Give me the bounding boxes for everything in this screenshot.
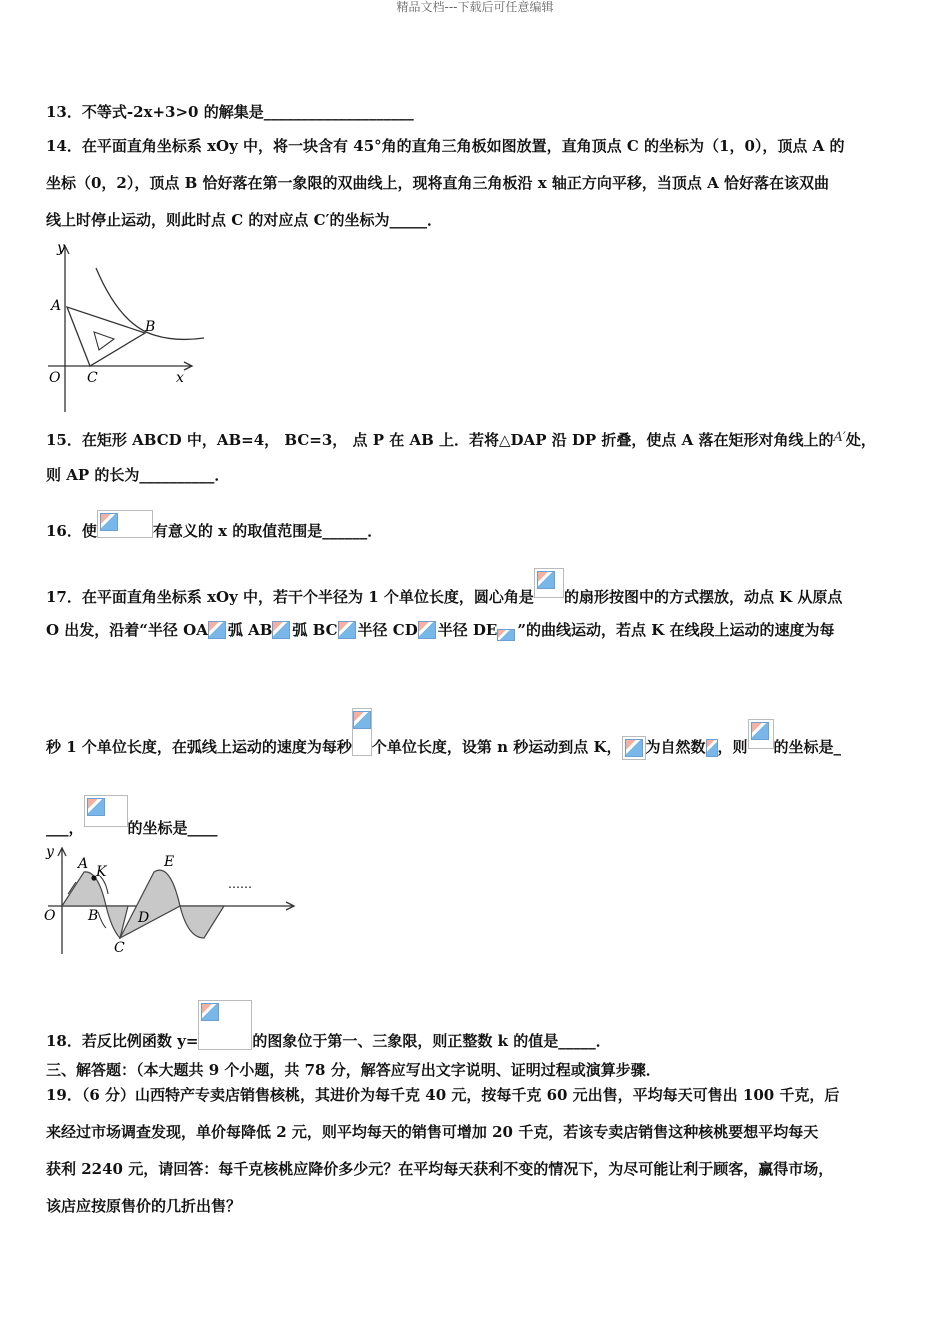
formula-image-icon bbox=[272, 621, 292, 641]
q14-label-b: B bbox=[145, 319, 156, 335]
q14-label-c: C bbox=[87, 370, 98, 386]
formula-image-icon bbox=[208, 621, 228, 641]
a-prime-symbol: A′ bbox=[833, 430, 846, 445]
formula-image-icon bbox=[534, 568, 564, 598]
formula-image-icon bbox=[338, 621, 358, 641]
question-14-line-1: 14．在平面直角坐标系 xOy 中，将一块含有 45°角的直角三角板如图放置，直角顶点 C 的坐标为（1，0），顶点 A 的 bbox=[46, 137, 845, 155]
formula-image-icon bbox=[497, 629, 517, 641]
question-17-line-4: ___， 的坐标是____ bbox=[46, 795, 218, 838]
question-18: 18．若反比例函数 y= 的图象位于第一、三象限，则正整数 k 的值是_____． bbox=[46, 1000, 611, 1051]
q17-figure bbox=[42, 842, 302, 957]
q14-label-a: A bbox=[51, 298, 62, 314]
q14-label-x: x bbox=[176, 370, 184, 386]
q14-figure bbox=[44, 240, 219, 415]
formula-image-icon bbox=[198, 1000, 252, 1050]
q17-label-e: E bbox=[164, 854, 175, 870]
question-17-line-3: 秒 1 个单位长度，在弧线上运动的速度为每秒 个单位长度，设第 n 秒运动到点 K， 为自然数 ，则 的坐标是_ bbox=[46, 708, 841, 760]
q14-inner-triangle bbox=[94, 332, 114, 350]
section-3-heading: 三、解答题：（本大题共 9 个小题，共 78 分，解答应写出文字说明、证明过程或演算步骤． bbox=[46, 1061, 661, 1079]
page-header: 精品文档---下载后可任意编辑 bbox=[396, 0, 554, 14]
q17-label-y: y bbox=[46, 844, 54, 860]
formula-image-icon bbox=[622, 736, 646, 760]
question-19-line-4: 该店应按原售价的几折出售？ bbox=[46, 1197, 242, 1215]
question-17-line-1: 17．在平面直角坐标系 xOy 中，若干个半径为 1 个单位长度，圆心角是 的扇形按图中的方式摆放，动点 K 从原点 bbox=[46, 568, 842, 607]
q17-sector-3 bbox=[120, 870, 180, 938]
q17-label-b: B bbox=[88, 908, 99, 924]
q14-label-o: O bbox=[49, 370, 61, 386]
q17-label-d: D bbox=[138, 910, 150, 926]
question-14-line-2: 坐标（0，2），顶点 B 恰好落在第一象限的双曲线上，现将直角三角板沿 x 轴正方向平移，当顶点 A 恰好落在该双曲 bbox=[46, 174, 829, 192]
question-19-line-1: 19．（6 分）山西特产专卖店销售核桃，其进价为每千克 40 元，按每千克 60 元出售，平均每天可售出 100 千克，后 bbox=[46, 1086, 840, 1104]
formula-image-icon bbox=[352, 708, 372, 756]
q17-label-dots: …… bbox=[228, 877, 252, 891]
q17-sector-4 bbox=[180, 906, 224, 938]
formula-image-icon bbox=[748, 719, 774, 749]
formula-image-icon bbox=[84, 795, 128, 827]
q17-motion-arrow-3 bbox=[98, 912, 106, 928]
question-17-line-2: O 出发，沿着“半径 OA 弧 AB 弧 BC 半径 CD 半径 DE ”的曲线运动，若点 K 在线段上运动的速度为每 bbox=[46, 621, 835, 639]
question-15-line-1: 15．在矩形 ABCD 中，AB=4， BC=3， 点 P 在 AB 上．若将△DAP 沿 DP 折叠，使点 A 落在矩形对角线上的A′处， bbox=[46, 430, 876, 449]
formula-image-icon bbox=[706, 737, 718, 759]
q17-label-o: O bbox=[44, 908, 56, 924]
question-16: 16．使 有意义的 x 的取值范围是______． bbox=[46, 510, 382, 541]
question-15-line-2: 则 AP 的长为__________． bbox=[46, 466, 230, 484]
question-19-line-3: 获利 2240 元，请回答：每千克核桃应降价多少元？在平均每天获利不变的情况下，为尽可能让利于顾客，赢得市场， bbox=[46, 1160, 834, 1178]
q17-label-a: A bbox=[78, 856, 89, 872]
question-19-line-2: 来经过市场调查发现，单价每降低 2 元，则平均每天的销售可增加 20 千克，若该专卖店销售这种核桃要想平均每天 bbox=[46, 1123, 819, 1141]
q17-label-c: C bbox=[114, 940, 125, 956]
q14-label-y: y bbox=[57, 240, 65, 256]
question-13: 13．不等式-2x+3>0 的解集是____________________ bbox=[46, 103, 414, 121]
q17-label-k: K bbox=[96, 864, 107, 880]
formula-image-icon bbox=[418, 621, 438, 641]
formula-image-icon bbox=[97, 510, 153, 538]
question-14-line-3: 线上时停止运动，则此时点 C 的对应点 C′的坐标为_____． bbox=[46, 211, 443, 229]
